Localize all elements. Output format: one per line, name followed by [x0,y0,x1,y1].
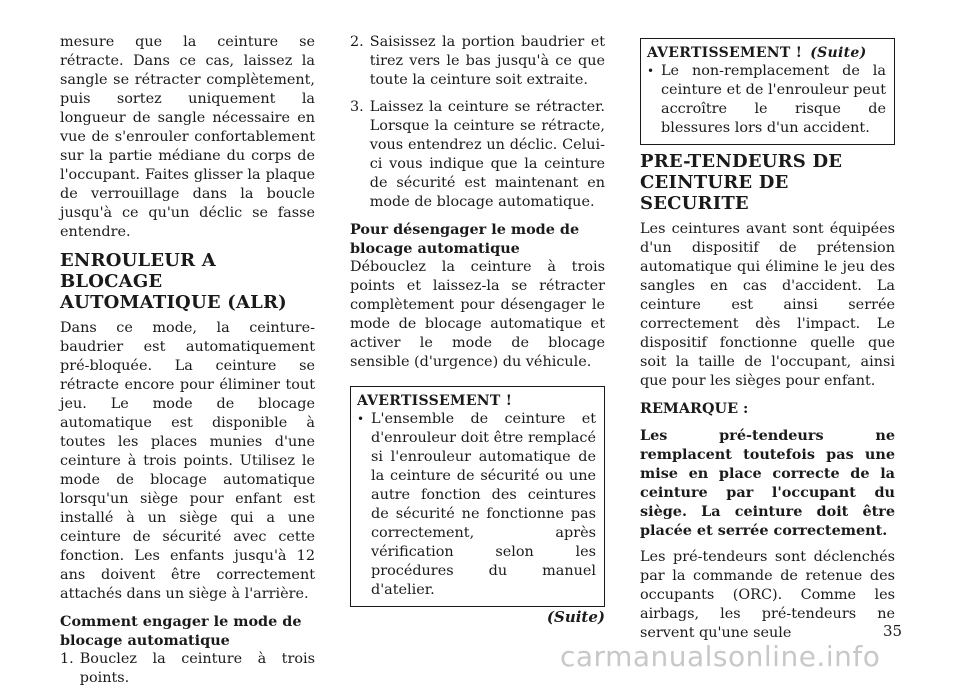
subheading-disengage-alr: Pour désengager le mode de blocage automatique [350,221,580,257]
paragraph-disengage: Débouclez la ceinture à trois points et laissez-la se rétracter complètement pour désengager le mode de blocage automatique et activer le mode de blocage sensible (d'urgence) du véhicule. [350,259,605,370]
column-2 [350,33,605,626]
paragraph-pretensioner-trigger: Les pré-tendeurs sont déclenchés par la commande de retenue des occupants (ORC). Comme les airbags, les pré-tendeurs ne servent qu'une seule [640,549,895,641]
warning-box-continued [640,38,895,145]
warning-item [647,62,886,138]
page-number: 35 [883,622,903,640]
step-number: 1. [60,651,74,667]
warning-text: Le non-remplacement de la ceinture et de l'enrouleur peut accroître le risque de blessures lors d'un accident. [661,63,886,136]
step-text: Laissez la ceinture se rétracter. Lorsque la ceinture se rétracte, vous entendrez un déclic. Celui-ci vous indique que la ceinture de sécurité est maintenant en mode de blocage automatique. [369,99,605,210]
subheading-engage-alr: Comment engager le mode de blocage automatique [60,613,302,649]
step-number: 3. [350,99,364,115]
watermark: carmanualsonline.info [560,640,881,673]
warning-text: L'ensemble de ceinture et d'enrouleur doit être remplacé si l'enrouleur automatique de la ceinture de sécurité ou une autre fonction des ceintures de sécurité ne fonctionne pas correctement, après vérification selon les procédures du manuel d'atelier. [371,411,596,598]
bullet-icon: • [647,64,655,78]
bullet-icon: • [357,412,365,426]
section-heading-pretensioners: PRE-TENDEURS DE CEINTURE DE SECURITE [640,151,843,214]
column-3 [640,33,895,651]
paragraph-pretensioners: Les ceintures avant sont équipées d'un dispositif de prétension automatique qui élimine le jeu des sangles en cas d'accident. La ceinture est ainsi serrée correctement dès l'impact. Le dispositif fonctionne quelle que soit la taille de l'occupant, ainsi que pour les sièges pour enfant. [640,221,895,389]
warning-title-row [647,44,886,62]
step-text: Saisissez la portion baudrier et tirez vers le bas jusqu'à ce que toute la ceinture soit extraite. [369,34,605,88]
step-2 [350,33,605,90]
remark-label: REMARQUE : [640,400,749,417]
step-number: 2. [350,34,364,50]
step-3 [350,98,605,212]
warning-title: AVERTISSEMENT ! [647,45,803,61]
paragraph-continued: mesure que la ceinture se rétracte. Dans ce cas, laissez la sangle se rétracter complètement, puis sortez uniquement la longueur de sangle nécessaire en vue de s'enrouler confortablement sur la partie médiane du corps de l'occupant. Faites glisser la plaque de verrouillage dans la boucle jusqu'à ce qu'un déclic se fasse entendre. [60,34,315,240]
step-1 [60,650,315,688]
column-1 [60,33,315,696]
warning-continued-label: (Suite) [810,45,867,61]
continued-label: (Suite) [546,608,605,626]
warning-item [357,410,596,600]
step-text: Bouclez la ceinture à trois points. [79,651,315,686]
warning-box [350,386,605,607]
paragraph-alr-description: Dans ce mode, la ceinture-baudrier est automatiquement pré-bloquée. La ceinture se rétracte encore pour éliminer tout jeu. Le mode de blocage automatique est disponible à toutes les places munies d'une ceinture à trois points. Utilisez le mode de blocage automatique lorsqu'un siège pour enfant est installé à un siège qui a une ceinture de sécurité avec cette fonction. Les enfants jusqu'à 12 ans doivent être correctement attachés dans un siège à l'arrière. [60,320,315,602]
section-heading-alr: ENROULEUR A BLOCAGE AUTOMATIQUE (ALR) [60,250,287,313]
remark-text: Les pré-tendeurs ne remplacent toutefois pas une mise en place correcte de la ceinture par l'occupant du siège. La ceinture doit être placée et serrée correctement. [640,427,895,539]
warning-title: AVERTISSEMENT ! [357,393,513,409]
